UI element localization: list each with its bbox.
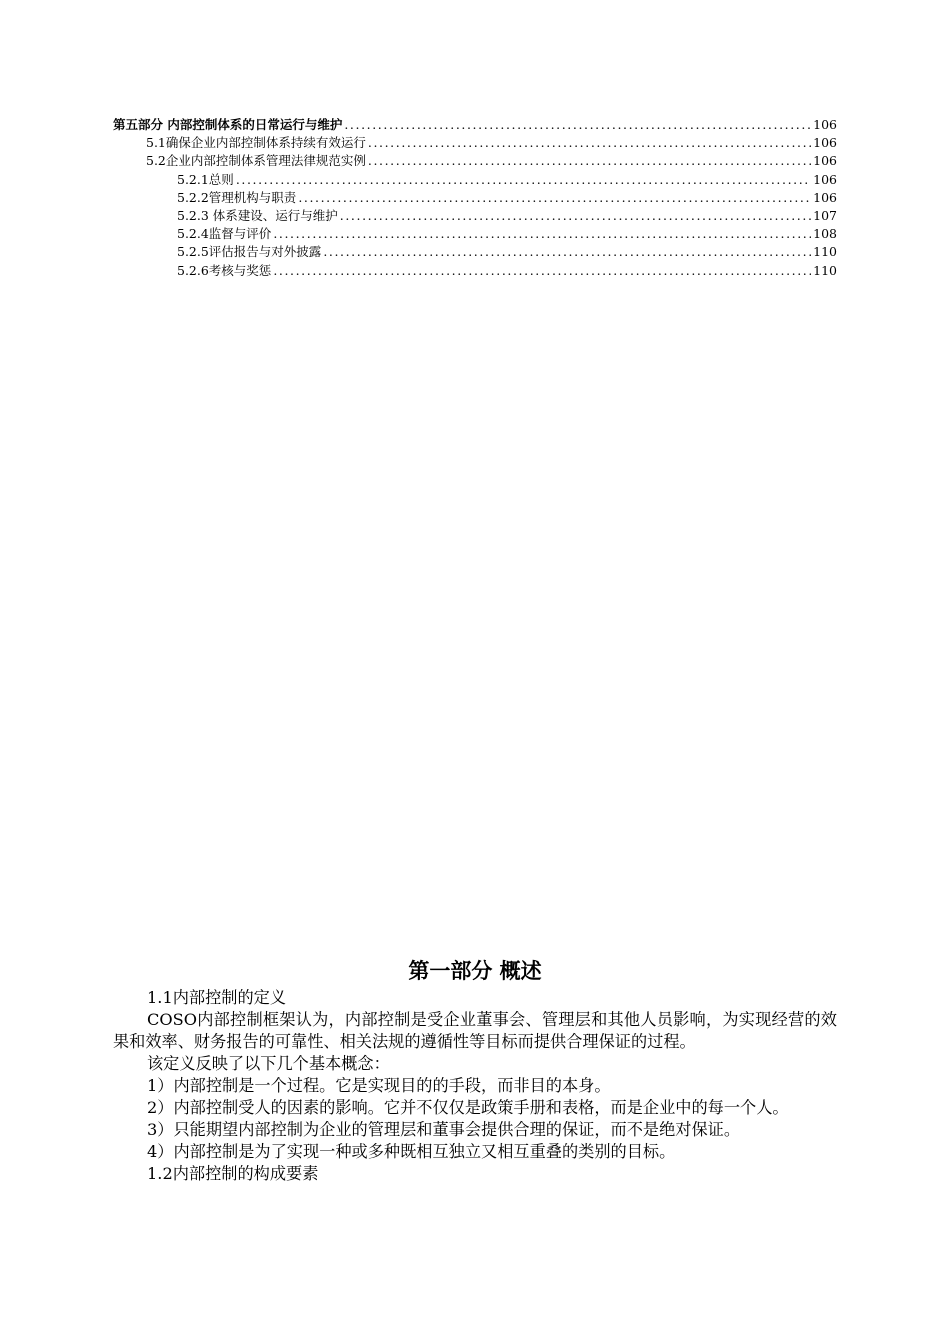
toc-dot-leader <box>273 262 811 280</box>
toc-dot-leader <box>298 189 811 207</box>
toc-entry[interactable] <box>113 207 837 225</box>
list-item: 1）内部控制是一个过程。它是实现目的的手段，而非目的本身。 <box>147 1076 611 1095</box>
toc-dot-leader <box>368 152 811 170</box>
toc-entry-title: 5.2.3 体系建设、运行与维护 <box>177 207 338 223</box>
toc-entry-title: 5.2.6考核与奖惩 <box>177 262 272 278</box>
toc-entry-title: 5.2企业内部控制体系管理法律规范实例 <box>146 153 366 169</box>
toc-entry[interactable] <box>113 189 837 207</box>
toc-entry-page: 106 <box>813 171 837 187</box>
toc-dot-leader <box>340 207 811 225</box>
toc-entry-page: 107 <box>813 207 837 223</box>
list-item: 4）内部控制是为了实现一种或多种既相互独立又相互重叠的类别的目标。 <box>147 1142 676 1161</box>
toc-entry-page: 110 <box>813 262 837 278</box>
toc-entry-page: 106 <box>813 153 837 169</box>
toc-entry-page: 108 <box>813 226 837 242</box>
list-item: 2）内部控制受人的因素的影响。它并不仅仅是政策手册和表格，而是企业中的每一个人。 <box>147 1098 789 1117</box>
toc-dot-leader <box>236 171 811 189</box>
toc-entry-page: 106 <box>813 117 837 132</box>
toc-entry[interactable] <box>113 225 837 243</box>
toc-entry-title: 5.1确保企业内部控制体系持续有效运行 <box>146 135 366 151</box>
toc-entry[interactable] <box>113 134 837 152</box>
toc-entry-title: 5.2.5评估报告与对外披露 <box>177 244 322 260</box>
toc-entry[interactable] <box>113 152 837 170</box>
toc-entry-title: 第五部分 内部控制体系的日常运行与维护 <box>113 117 343 132</box>
body-paragraph: COSO内部控制框架认为，内部控制是受企业董事会、管理层和其他人员影响，为实现经营的效果和效率、财务报告的可靠性、相关法规的遵循性等目标而提供合理保证的过程。 <box>113 1010 837 1051</box>
toc-dot-leader <box>344 116 811 134</box>
toc-entry-title: 5.2.2管理机构与职责 <box>177 189 297 205</box>
section-heading: 1.1内部控制的定义 <box>147 988 287 1007</box>
document-body <box>113 987 837 1185</box>
toc-entry-page: 110 <box>813 244 837 260</box>
body-paragraph: 该定义反映了以下几个基本概念： <box>147 1054 390 1073</box>
section-heading: 1.2内部控制的构成要素 <box>147 1164 319 1183</box>
toc-dot-leader <box>368 134 811 152</box>
toc-entry-page: 106 <box>813 135 837 151</box>
toc-entry-title: 5.2.4监督与评价 <box>177 226 272 242</box>
toc-dot-leader <box>273 225 811 243</box>
table-of-contents <box>113 116 837 280</box>
toc-entry[interactable] <box>113 171 837 189</box>
part-title: 第一部分 概述 <box>408 959 542 983</box>
toc-entry-page: 106 <box>813 189 837 205</box>
toc-entry[interactable] <box>113 262 837 280</box>
toc-dot-leader <box>323 243 811 261</box>
list-item: 3）只能期望内部控制为企业的管理层和董事会提供合理的保证，而不是绝对保证。 <box>147 1120 741 1139</box>
toc-entry[interactable] <box>113 116 837 134</box>
toc-entry-title: 5.2.1总则 <box>177 171 234 187</box>
toc-entry[interactable] <box>113 243 837 261</box>
